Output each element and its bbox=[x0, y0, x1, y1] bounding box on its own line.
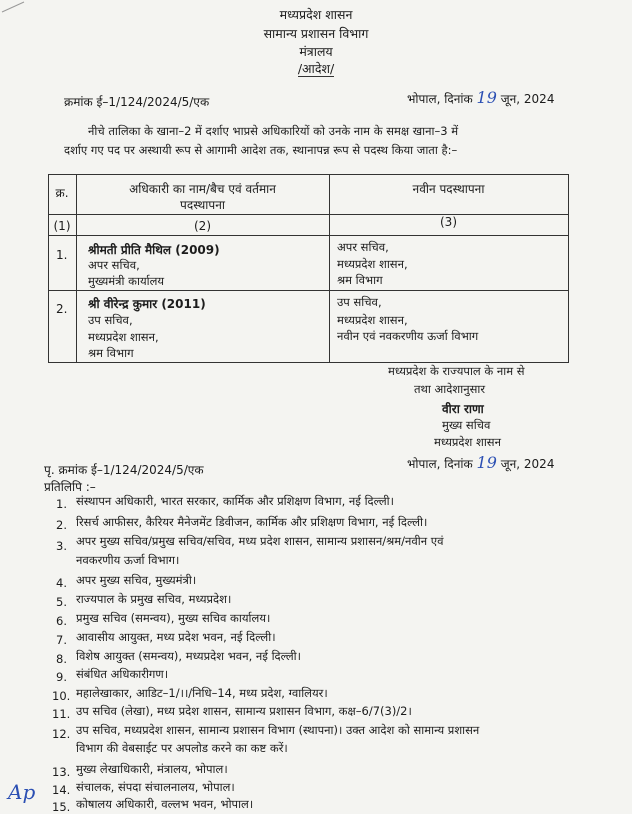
item-text: संबंधित अधिकारीगण। bbox=[76, 667, 169, 681]
new-post: अपर सचिव, bbox=[337, 240, 389, 254]
current-post: अपर सचिव, bbox=[88, 258, 140, 272]
item-number: 10. bbox=[52, 689, 71, 703]
item-number: 6. bbox=[56, 614, 67, 628]
body-text-line1: नीचे तालिका के खाना–2 में दर्शाए भाप्रसे अधिकारियों को उनके नाम के समक्ष खाना–3 में bbox=[88, 124, 459, 138]
item-text: मुख्य लेखाधिकारी, मंत्रालय, भोपाल। bbox=[76, 762, 228, 776]
item-text: अपर मुख्य सचिव, मुख्यमंत्री। bbox=[76, 573, 197, 587]
item-text-continued: नवकरणीय ऊर्जा विभाग। bbox=[76, 553, 180, 567]
corner-mark-icon bbox=[0, 0, 30, 20]
header-new-posting: नवीन पदस्थापना bbox=[412, 182, 485, 196]
order-label bbox=[0, 60, 632, 77]
order-date-day: 19 bbox=[476, 88, 497, 107]
signature-authority-line1: मध्यप्रदेश के राज्यपाल के नाम से bbox=[388, 364, 525, 378]
item-text: विशेष आयुक्त (समन्वय), मध्यप्रदेश भवन, नई दिल्ली। bbox=[76, 649, 301, 663]
item-text-continued: विभाग की वेबसाईट पर अपलोड करने का कष्ट करें। bbox=[76, 741, 288, 755]
signatory-office: मध्यप्रदेश शासन bbox=[434, 435, 501, 449]
new-department: नवीन एवं नवकरणीय ऊर्जा विभाग bbox=[337, 329, 479, 343]
item-text: संस्थापन अधिकारी, भारत सरकार, कार्मिक और प्रशिक्षण विभाग, नई दिल्ली। bbox=[76, 494, 394, 508]
item-number: 14. bbox=[52, 783, 71, 797]
signatory-designation: मुख्य सचिव bbox=[442, 418, 491, 432]
item-number: 7. bbox=[56, 633, 67, 647]
new-department: श्रम विभाग bbox=[337, 273, 383, 287]
officer-name: श्री वीरेन्द्र कुमार (2011) bbox=[88, 297, 206, 311]
endorsement-date-day: 19 bbox=[476, 453, 497, 472]
current-post: उप सचिव, bbox=[88, 313, 133, 327]
department-title: सामान्य प्रशासन विभाग bbox=[263, 26, 369, 41]
current-office: मुख्यमंत्री कार्यालय bbox=[88, 274, 165, 288]
new-office: मध्यप्रदेश शासन, bbox=[337, 257, 408, 271]
item-text: रिसर्च आफीसर, कैरियर मैनेजमेंट डिवीजन, कार्मिक और प्रशिक्षण विभाग, नई दिल्ली। bbox=[76, 515, 428, 529]
copy-label: प्रतिलिपि :– bbox=[44, 480, 96, 494]
row-sno: 2. bbox=[56, 302, 68, 316]
body-text-line2: दर्शाए गए पद पर अस्थायी रूप से आगामी आदेश तक, स्थानापन्न रूप से पदस्थ किया जाता है:– bbox=[64, 143, 458, 157]
endorsement-date-suffix: जून, 2024 bbox=[500, 457, 555, 471]
item-number: 1. bbox=[56, 497, 67, 511]
item-text: कोषालय अधिकारी, वल्लभ भवन, भोपाल। bbox=[76, 797, 254, 811]
item-number: 3. bbox=[56, 539, 67, 553]
col-number-2: (2) bbox=[194, 219, 211, 233]
item-number: 2. bbox=[56, 518, 67, 532]
col-number-1: (1) bbox=[53, 219, 71, 233]
col-number-3: (3) bbox=[440, 215, 457, 229]
item-number: 4. bbox=[56, 576, 67, 590]
new-post: उप सचिव, bbox=[337, 295, 382, 309]
order-date-suffix: जून, 2024 bbox=[500, 92, 555, 106]
item-text: महालेखाकार, आडिट–1/।।/निधि–14, मध्य प्रदेश, ग्वालियर। bbox=[76, 686, 328, 700]
endorsement-number: पृ. क्रमांक ई–1/124/2024/5/एक bbox=[44, 463, 204, 477]
item-text: राज्यपाल के प्रमुख सचिव, मध्यप्रदेश। bbox=[76, 592, 232, 606]
current-department: श्रम विभाग bbox=[88, 346, 134, 360]
item-text: आवासीय आयुक्त, मध्य प्रदेश भवन, नई दिल्ली। bbox=[76, 630, 276, 644]
order-date-prefix: भोपाल, दिनांक bbox=[407, 92, 473, 106]
signature-authority-line2: तथा आदेशानुसार bbox=[414, 382, 486, 396]
header-officer-line1: अधिकारी का नाम/बैच एवं वर्तमान bbox=[129, 182, 276, 196]
item-text: प्रमुख सचिव (समन्वय), मुख्य सचिव कार्यालय। bbox=[76, 611, 271, 625]
signatory-name: वीरा राणा bbox=[442, 402, 484, 416]
margin-initials: Ap bbox=[8, 780, 36, 804]
item-number: 5. bbox=[56, 595, 67, 609]
endorsement-date-prefix: भोपाल, दिनांक bbox=[407, 457, 473, 471]
govt-title: मध्यप्रदेश शासन bbox=[279, 7, 353, 22]
header-sno: क्र. bbox=[55, 186, 69, 200]
order-number: क्रमांक ई–1/124/2024/5/एक bbox=[64, 95, 210, 109]
item-number: 13. bbox=[52, 765, 71, 779]
item-number: 8. bbox=[56, 652, 67, 666]
item-number: 9. bbox=[56, 670, 67, 684]
officer-name: श्रीमती प्रीति मैथिल (2009) bbox=[88, 243, 220, 257]
header-officer-line2: पदस्थापना bbox=[180, 198, 225, 212]
item-number: 12. bbox=[52, 727, 71, 741]
item-number: 15. bbox=[52, 800, 71, 814]
item-number: 11. bbox=[52, 707, 71, 721]
item-text: उप सचिव (लेखा), मध्य प्रदेश शासन, सामान्य प्रशासन विभाग, कक्ष–6/7(3)/2। bbox=[76, 704, 412, 718]
row-sno: 1. bbox=[56, 248, 68, 262]
item-text: उप सचिव, मध्यप्रदेश शासन, सामान्य प्रशासन विभाग (स्थापना)। उक्त आदेश को सामान्य प्रशासन bbox=[76, 723, 480, 737]
order-label-text: /आदेश/ bbox=[297, 61, 335, 76]
new-office: मध्यप्रदेश शासन, bbox=[337, 313, 408, 327]
item-text: संचालक, संपदा संचालनालय, भोपाल। bbox=[76, 780, 235, 794]
endorsement-date bbox=[407, 453, 554, 472]
order-date bbox=[407, 88, 554, 107]
item-text: अपर मुख्य सचिव/प्रमुख सचिव/सचिव, मध्य प्रदेश शासन, सामान्य प्रशासन/श्रम/नवीन एवं bbox=[76, 534, 444, 548]
ministry-title: मंत्रालय bbox=[299, 44, 333, 59]
current-office: मध्यप्रदेश शासन, bbox=[88, 330, 159, 344]
